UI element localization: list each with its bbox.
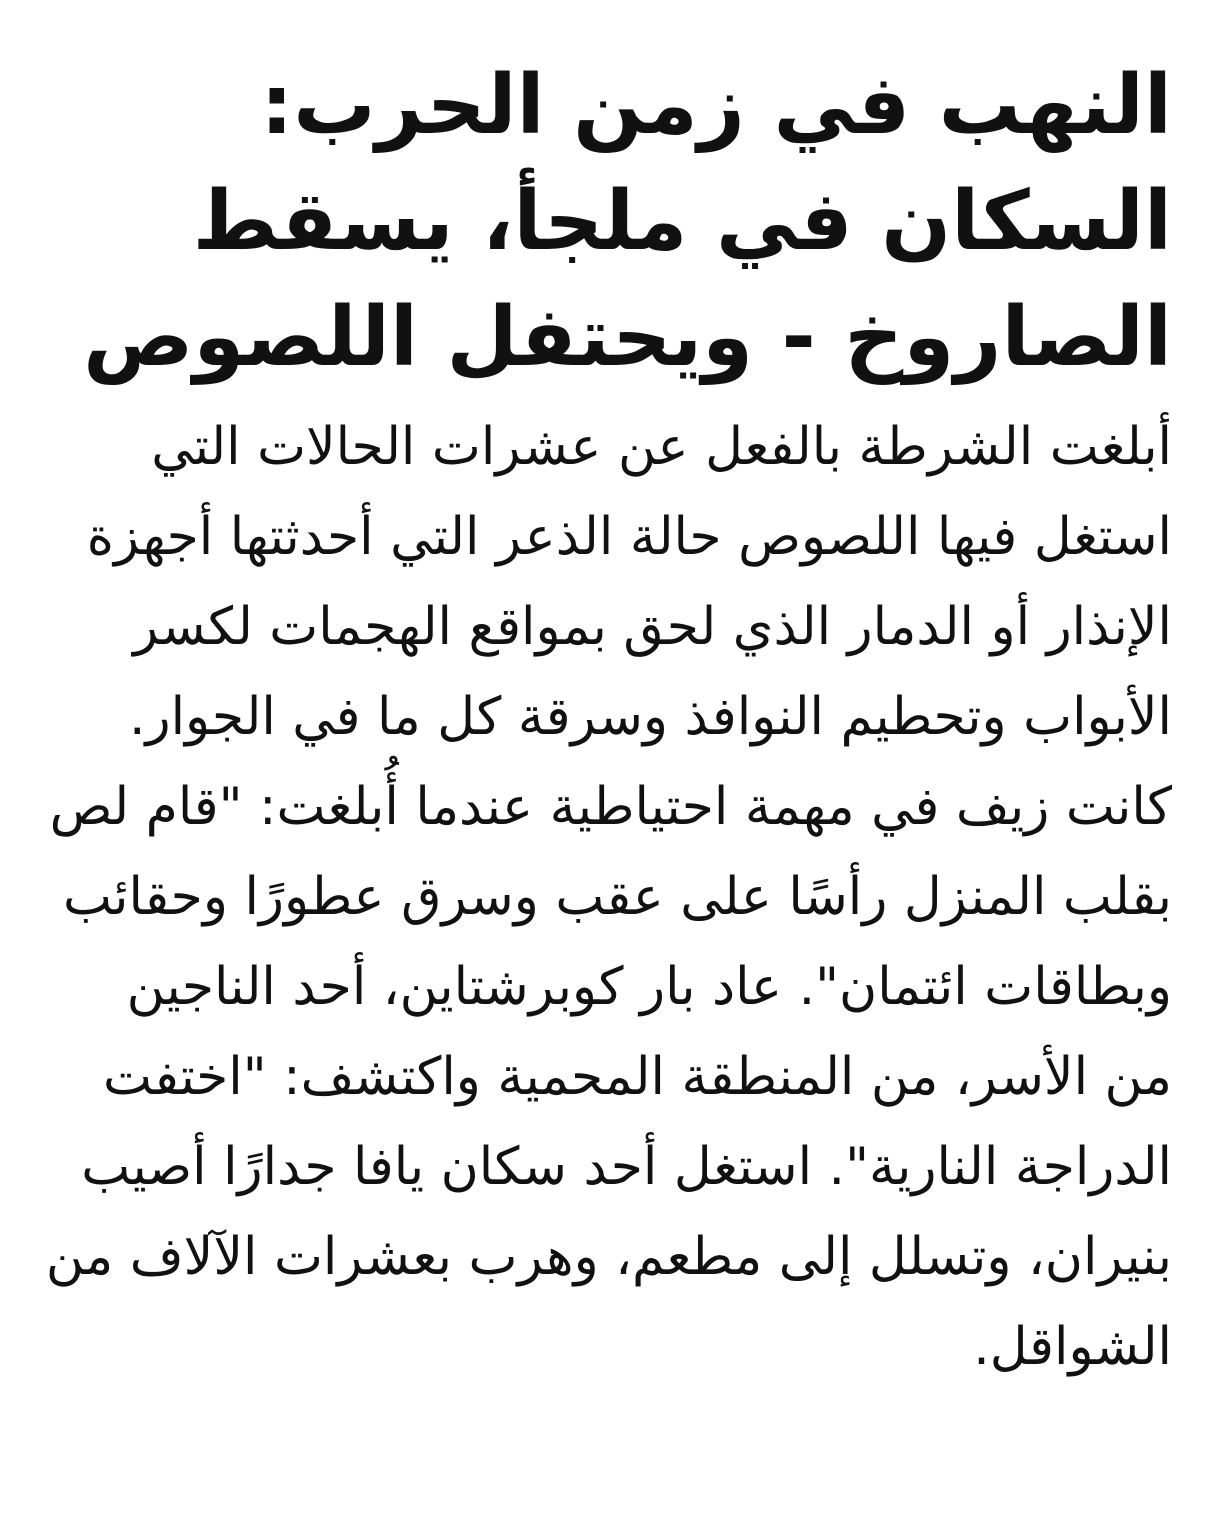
article-headline: النهب في زمن الحرب: السكان في ملجأ، يسقط الصاروخ - ويحتفل اللصوص (83, 58, 1172, 385)
article (44, 48, 1172, 1392)
article-body: أبلغت الشرطة بالفعل عن عشرات الحالات التي استغل فيها اللصوص حالة الذعر التي أحدثتها أجهزة الإنذار أو الدمار الذي لحق بمواقع الهجمات لكسر الأبواب وتحطيم النوافذ وسرقة كل ما في الجوار. كانت زيف في مهمة احتياطية عندما أُبلغت: "قام لص بقلب المنزل رأسًا على عقب وسرق عطورًا وحقائب وبطاقات ائتمان". عاد بار كوبرشتاين، أحد الناجين من الأسر، من المنطقة المحمية واكتشف: "اختفت الدراجة النارية". استغل أحد سكان يافا جدارًا أصيب بنيران، وتسلل إلى مطعم، وهرب بعشرات الآلاف من الشواقل. (45, 417, 1172, 1377)
